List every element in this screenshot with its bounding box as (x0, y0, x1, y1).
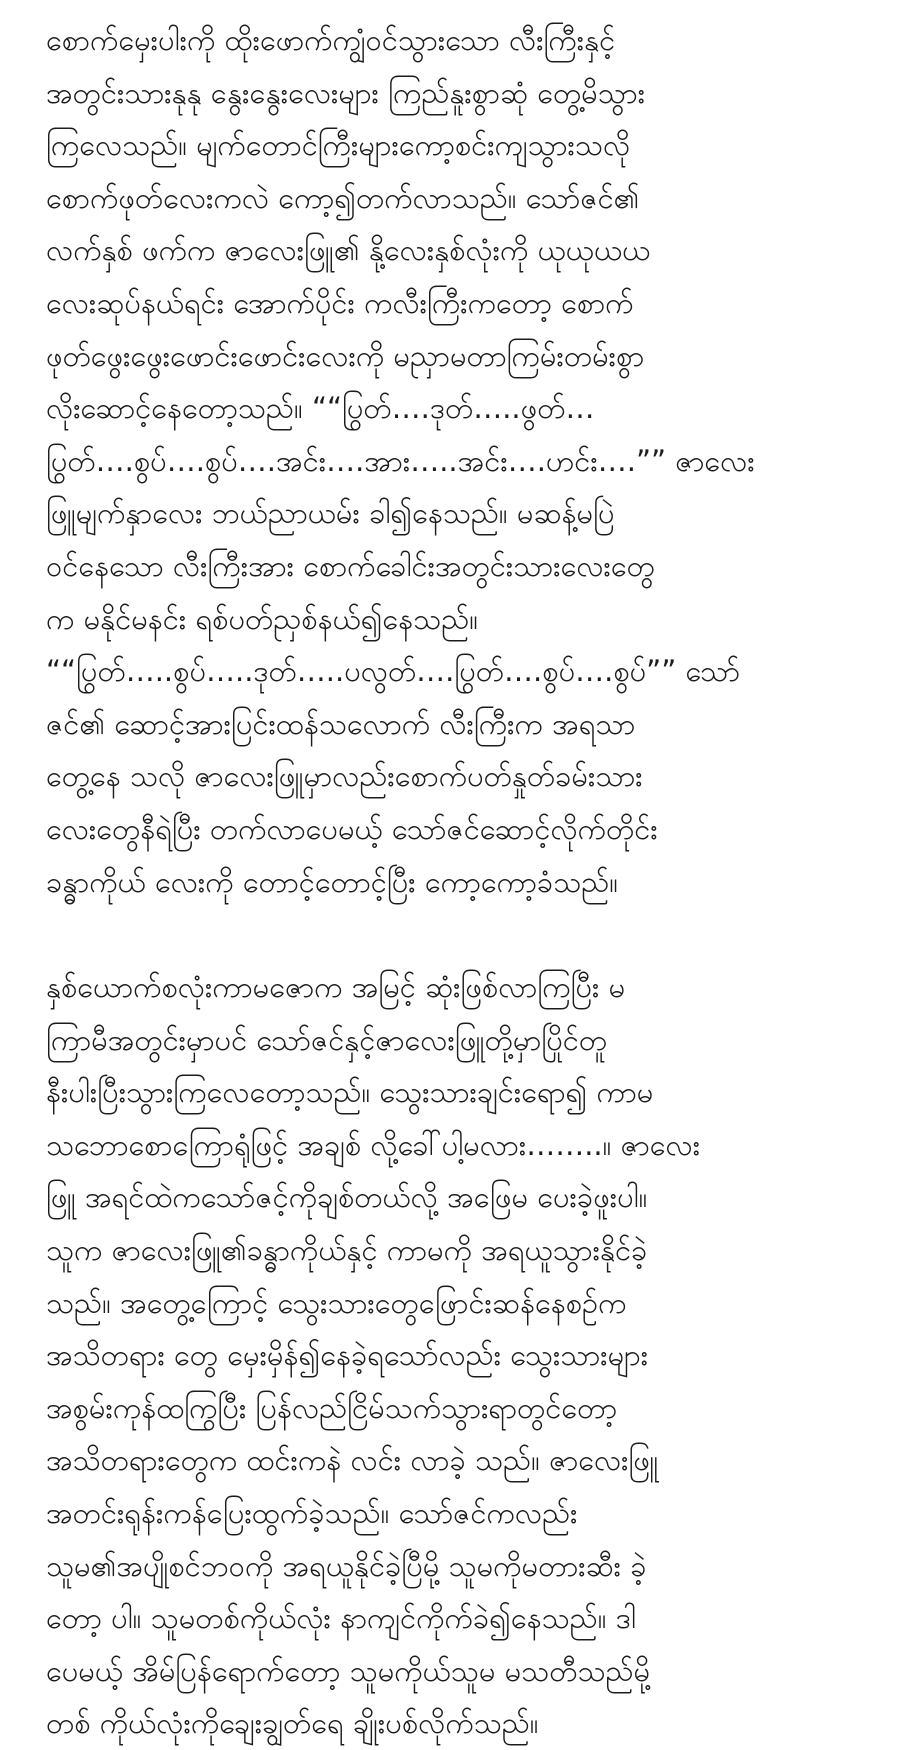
text-line: အသိတရား တွေ မှေးမှိန်၍နေခဲ့ရသော်လည်း သွေးသားများ (46, 1338, 649, 1373)
text-line: လက်နှစ် ဖက်က ဇာလေးဖြူ၏ နို့လေးနှစ်လုံးကို ယုယုယယ (46, 233, 651, 268)
text-line: အစွမ်းကုန်ထကြွပြီး ပြန်လည်ငြိမ်သက်သွားရာတွင်တော့ (46, 1390, 618, 1425)
text-line: သည်။ အတွေ့ကြောင့် သွေးသားတွေဖြောင်းဆန်နေစဉ်က (46, 1285, 627, 1320)
text-line: ဇင်၏ ဆောင့်အားပြင်းထန်သလောက် လီးကြီးက အရသာ (46, 706, 636, 741)
text-line: လိုးဆောင့်နေတော့သည်။ ““ပြွတ်….ဒုတ်…..ဖွတ်… (46, 391, 595, 426)
text-line: ခန္ဓာကိုယ် လေးကို တောင့်တောင့်ပြီး ကော့ကော့ခံသည်။ (46, 864, 619, 899)
text-line: လေးတွေနီရဲပြီး တက်လာပေမယ့် သော်ဇင်ဆောင့်လိုက်တိုင်း (46, 811, 658, 846)
text-line: အတွင်းသားနုနု နွေးနွေးလေးများ ကြည်နူးစွာဆုံ တွေ့မိသွား (46, 75, 646, 110)
text-line: က မနိုင်မနင်း ရစ်ပတ်ညှစ်နယ်၍နေသည်။ (46, 601, 479, 636)
text-line: အသိတရားတွေက ထင်းကနဲ လင်း လာခဲ့ သည်။ ဇာလေးဖြူ (46, 1443, 659, 1478)
text-line: ပေမယ့် အိမ်ပြန်ရောက်တော့ သူမကိုယ်သူမ မသတီသည်မို့ (46, 1653, 651, 1688)
text-line: တစ် ကိုယ်လုံးကိုချေးချွတ်ရေ ချိုးပစ်လိုက်သည်။ (46, 1706, 539, 1741)
text-line: လေးဆုပ်နယ်ရင်း အောက်ပိုင်း ကလီးကြီးကတော့ စောက် (46, 285, 634, 320)
text-line: နီးပါးပြီးသွားကြလေတော့သည်။ သွေးသားချင်းရော၍ ကာမ (46, 1075, 654, 1110)
text-line: ကြာမီအတွင်းမှာပင် သော်ဇင်နှင့်ဇာလေးဖြူတို့မှာပြိုင်တူ (46, 1022, 608, 1057)
text-line: ပြွတ်….စွပ်….စွပ်….အင်း….အား…..အင်း….ဟင်း….”” ဇာလေး (46, 443, 755, 478)
text-line: ဖြူမျက်နှာလေး ဘယ်ညာယမ်း ခါ၍နေသည်။ မဆန့်မပြဲ (46, 496, 615, 531)
text-line: သူက ဇာလေးဖြူ၏ခန္ဓာကိုယ်နှင့် ကာမကို အရယူသွားနိုင်ခဲ့ (46, 1233, 648, 1268)
text-line: ဝင်နေသော လီးကြီးအား စောက်ခေါင်းအတွင်းသားလေးတွေ (46, 548, 655, 583)
text-line: ဖြူ အရင်ထဲကသော်ဇင့်ကိုချစ်တယ်လို့ အဖြေမ ပေးခဲ့ဖူးပါ။ (46, 1180, 648, 1215)
paragraph-2 (46, 961, 872, 1750)
text-line: စောက်ဖုတ်လေးကလဲ ကော့၍တက်လာသည်။ သော်ဇင်၏ (46, 180, 640, 215)
text-line: သူမ၏အပျိုစင်ဘဝကို အရယူနိုင်ခဲ့ပြီမို့ သူမကိုမတားဆီး ခဲ့ (46, 1548, 647, 1583)
paragraph-spacer (46, 908, 872, 961)
text-line: အတင်းရုန်းကန်ပြေးထွက်ခဲ့သည်။ သော်ဇင်ကလည်း (46, 1496, 578, 1531)
paragraph-1 (46, 14, 872, 908)
text-line: ကြလေသည်။ မျက်တောင်ကြီးများကော့စင်းကျသွားသလို (46, 128, 631, 163)
text-line: သဘောစောကြောရုံဖြင့် အချစ် လို့ခေါ်ပါ့မလား……..။ ဇာလေး (46, 1127, 701, 1162)
text-line: ““ပြွတ်…..စွပ်…..ဒုတ်…..ပလွတ်….ပြွတ်….စွပ်….စွပ်”” သော် (46, 654, 741, 689)
text-line: နှစ်ယောက်စလုံးကာမဇောက အမြင့် ဆုံးဖြစ်လာကြပြီး မ (46, 970, 626, 1005)
text-line: ဖုတ်ဖွေးဖွေးဖောင်းဖောင်းလေးကို မညှာမတာကြမ်းတမ်းစွာ (46, 338, 645, 373)
text-line: စောက်မှေးပါးကို ထိုးဖောက်ကျွံဝင်သွားသော လီးကြီးနှင့် (46, 23, 616, 57)
text-line: တော့ ပါ။ သူမတစ်ကိုယ်လုံး နာကျင်ကိုက်ခဲ၍နေသည်။ ဒါ (46, 1601, 636, 1636)
text-line: တွေ့နေ သလို ဇာလေးဖြူမှာလည်းစောက်ပတ်နှုတ်ခမ်းသား (46, 759, 643, 794)
